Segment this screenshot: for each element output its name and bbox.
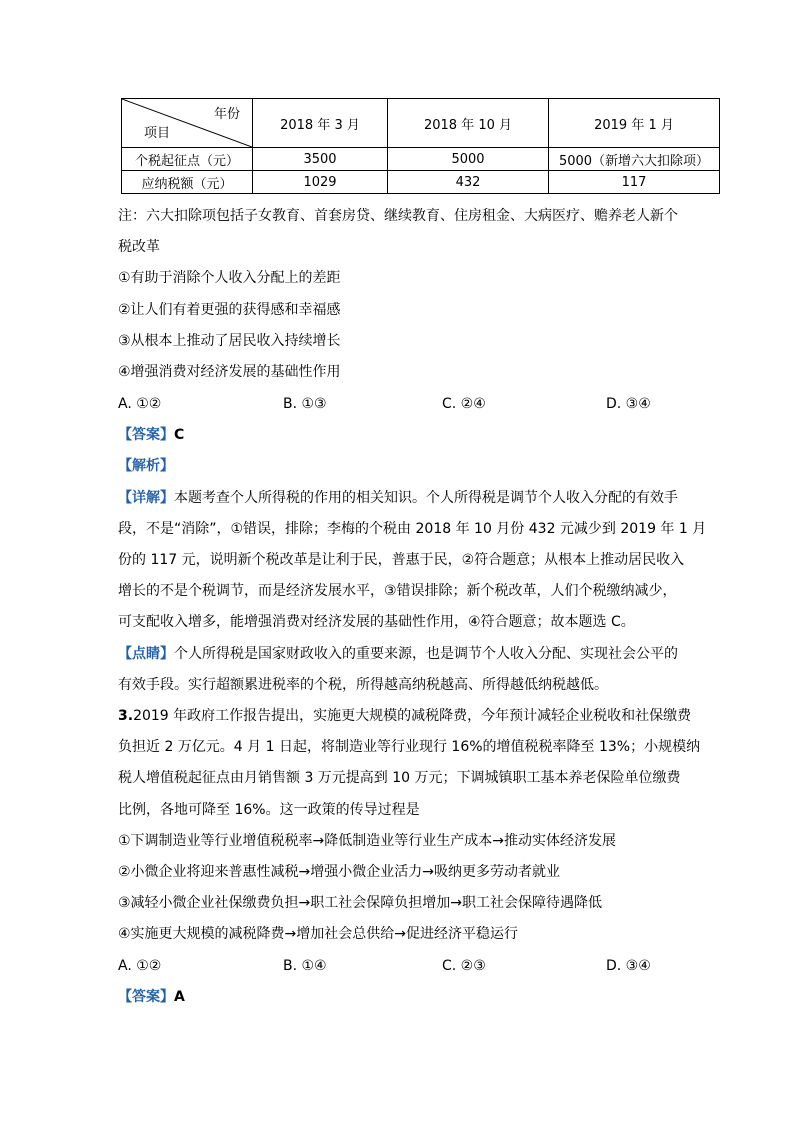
answer-tag: 【答案】 <box>118 989 174 1005</box>
table-cell: 5000（新增六大扣除项） <box>549 148 720 171</box>
table-row <box>122 171 720 194</box>
header-item: 项目 <box>144 126 171 141</box>
table-row <box>122 148 720 171</box>
table-header-cell: 2018 年 10 月 <box>388 99 549 148</box>
question-stem-line <box>118 706 692 726</box>
question-stem-line: 比例，各地可降至 16%。这一政策的传导过程是 <box>118 802 420 818</box>
option-line: ②小微企业将迎来普惠性减税→增强小微企业活力→吸纳更多劳动者就业 <box>118 864 561 880</box>
table-cell: 5000 <box>388 148 549 171</box>
choice-c: C. ②④ <box>442 396 486 412</box>
point-line <box>118 644 678 664</box>
stem-text: 2019 年政府工作报告提出，实施更大规模的减税降费，今年预计减轻企业税收和社保缴费 <box>133 708 692 724</box>
detail-tag: 【详解】 <box>118 490 174 506</box>
point-tag: 【点睛】 <box>118 646 174 662</box>
choice-d: D. ③④ <box>606 958 651 974</box>
point-line: 有效手段。实行超额累进税率的个税，所得越高纳税越高、所得越低纳税越低。 <box>118 677 608 693</box>
choice-b: B. ①③ <box>283 396 327 412</box>
detail-line: 可支配收入增多，能增强消费对经济发展的基础性作用，④符合题意；故本题选 C。 <box>118 614 635 630</box>
choice-d: D. ③④ <box>606 396 651 412</box>
option-line: ③减轻小微企业社保缴费负担→职工社会保障负担增加→职工社会保障待遇降低 <box>118 895 603 911</box>
choice-a: A. ①② <box>118 958 162 974</box>
table-row-label: 个税起征点（元） <box>122 148 253 171</box>
option-line: ④增强消费对经济发展的基础性作用 <box>118 364 341 380</box>
option-line: ④实施更大规模的减税降费→增加社会总供给→促进经济平稳运行 <box>118 926 519 942</box>
analysis-line <box>118 456 678 476</box>
note-line: 注：六大扣除项包括子女教育、首套房贷、继续教育、住房租金、大病医疗、赡养老人新个 <box>118 208 678 224</box>
option-line: ①下调制造业等行业增值税税率→降低制造业等行业生产成本→推动实体经济发展 <box>118 833 617 849</box>
detail-text: 本题考查个人所得税的作用的相关知识。个人所得税是调节个人收入分配的有效手 <box>174 490 678 506</box>
option-line: ②让人们有着更强的获得感和幸福感 <box>118 302 341 318</box>
table-cell: 117 <box>549 171 720 194</box>
answer-value: C <box>174 427 185 443</box>
table-row-label: 应纳税额（元） <box>122 171 253 194</box>
question-stem-line: 税人增值税起征点由月销售额 3 万元提高到 10 万元；下调城镇职工基本养老保险单位缴费 <box>118 770 681 786</box>
detail-line: 段，不是“消除”，①错误，排除；李梅的个税由 2018 年 10 月份 432 元减少到 2019 年 1 月 <box>118 521 707 537</box>
answer-line <box>118 987 678 1007</box>
option-line: ①有助于消除个人收入分配上的差距 <box>118 270 341 286</box>
choice-b: B. ①④ <box>283 958 327 974</box>
analysis-tag: 【解析】 <box>118 458 174 474</box>
tax-table <box>121 98 720 194</box>
answer-value: A <box>174 989 185 1005</box>
choice-c: C. ②③ <box>442 958 486 974</box>
question-stem-line: 负担近 2 万亿元。4 月 1 日起，将制造业等行业现行 16%的增值税税率降至 13%；小规模纳 <box>118 739 701 755</box>
detail-line: 增长的不是个税调节，而是经济发展水平，③错误排除；新个税改革，人们个税缴纳减少， <box>118 583 677 599</box>
table-header-row <box>122 99 720 148</box>
table-cell: 3500 <box>253 148 388 171</box>
table-header-cell: 2019 年 1 月 <box>549 99 720 148</box>
note-line: 税改革 <box>118 239 160 255</box>
answer-line <box>118 425 678 445</box>
table-header-cell: 2018 年 3 月 <box>253 99 388 148</box>
point-text: 个人所得税是国家财政收入的重要来源，也是调节个人收入分配、实现社会公平的 <box>174 646 678 662</box>
table-cell: 1029 <box>253 171 388 194</box>
question-number: 3. <box>118 708 134 724</box>
table-cell: 432 <box>388 171 549 194</box>
detail-line <box>118 488 678 508</box>
option-line: ③从根本上推动了居民收入持续增长 <box>118 333 341 349</box>
header-year: 年份 <box>213 107 240 122</box>
answer-tag: 【答案】 <box>118 427 174 443</box>
choice-a: A. ①② <box>118 396 162 412</box>
diagonal-header-cell <box>122 99 253 148</box>
detail-line: 份的 117 元，说明新个税改革是让利于民，普惠于民，②符合题意；从根本上推动居民收入 <box>118 552 685 568</box>
